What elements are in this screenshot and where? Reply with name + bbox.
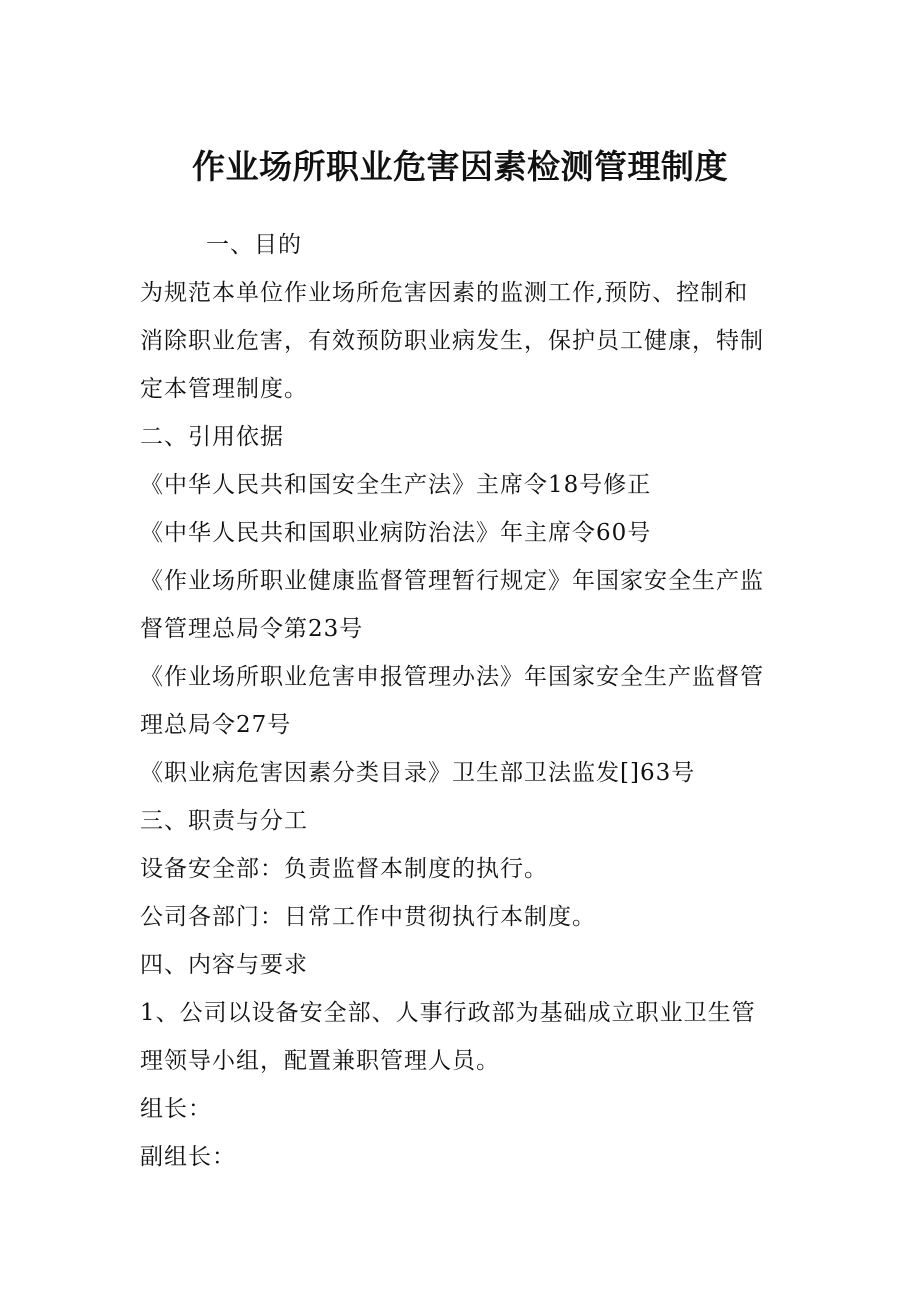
paragraph-line: 为规范本单位作业场所危害因素的监测工作,预防、控制和 — [140, 280, 749, 306]
requirement-line: 理领导小组，配置兼职管理人员。 — [140, 1048, 500, 1074]
paragraph-line: 定本管理制度。 — [140, 376, 308, 402]
section-heading-requirements: 四、内容与要求 — [140, 952, 308, 978]
reference-line: 《中华人民共和国安全生产法》主席令18号修正 — [140, 472, 652, 498]
responsibility-line: 设备安全部：负责监督本制度的执行。 — [140, 856, 548, 882]
responsibility-line: 公司各部门：日常工作中贯彻执行本制度。 — [140, 904, 596, 930]
paragraph-line: 消除职业危害，有效预防职业病发生，保护员工健康，特制 — [140, 328, 764, 354]
document-body — [140, 221, 782, 1181]
reference-line: 《作业场所职业危害申报管理办法》年国家安全生产监督管 — [140, 664, 764, 690]
reference-line: 督管理总局令第23号 — [140, 616, 364, 642]
reference-line: 《中华人民共和国职业病防治法》年主席令60号 — [140, 520, 652, 546]
reference-line: 理总局令27号 — [140, 712, 292, 738]
deputy-group-leader-label: 副组长： — [140, 1144, 236, 1170]
section-heading-purpose: 一、目的 — [206, 232, 302, 258]
group-leader-label: 组长： — [140, 1096, 212, 1122]
reference-line: 《职业病危害因素分类目录》卫生部卫法监发[]63号 — [140, 760, 696, 786]
reference-line: 《作业场所职业健康监督管理暂行规定》年国家安全生产监 — [140, 568, 764, 594]
section-heading-responsibilities: 三、职责与分工 — [140, 808, 308, 834]
requirement-line: 1、公司以设备安全部、人事行政部为基础成立职业卫生管 — [140, 1000, 756, 1026]
document-title: 作业场所职业危害因素检测管理制度 — [192, 147, 728, 186]
section-heading-references: 二、引用依据 — [140, 424, 284, 450]
